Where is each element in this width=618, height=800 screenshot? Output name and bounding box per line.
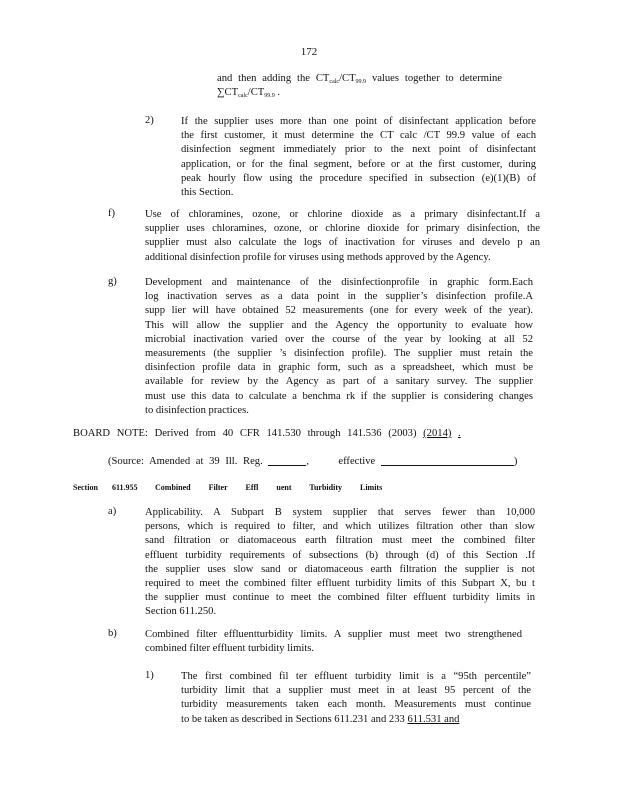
- item-g-line: log inactivation serves as a data point in the supplier’s disinfection profile.A: [145, 291, 533, 303]
- item-2-label: 2): [145, 115, 154, 126]
- register-page-blank: [268, 455, 306, 466]
- item-a-line: required to meet the combined filter effluent turbidity limits of this Subpart X, bu t: [145, 577, 535, 589]
- source-text: ,: [306, 456, 310, 467]
- section-number: 611.955: [112, 483, 138, 492]
- item-b1-label: 1): [145, 670, 154, 681]
- item-a-label: a): [108, 506, 117, 517]
- source-note: [108, 455, 517, 467]
- item-b1-line: The first combined fil ter effluent turbidity limit is a “95th percentile”: [181, 671, 531, 682]
- subscript: 99.9: [264, 93, 275, 100]
- item2-line: the first customer, it must determine the CT calc /CT 99.9 value of each: [181, 130, 536, 142]
- board-note-end: .: [458, 428, 461, 439]
- item2-line: disinfection segment immediately prior to the next point of disinfectant: [181, 144, 536, 156]
- page-number: 172: [300, 46, 318, 58]
- item-a-line: Applicability. A Subpart B system supplier that serves fewer than 10,000: [145, 507, 535, 518]
- intro-paragraph: [217, 72, 502, 100]
- item-a-line: the supplier must continue to meet the combined filter effluent turbidity limits in: [145, 592, 535, 604]
- section-title: Combined Filter Effl uent Turbidity Limits: [155, 483, 383, 492]
- source-text: ): [513, 456, 518, 467]
- section-label: Section: [73, 483, 98, 492]
- intro-text: values together to determine: [371, 73, 502, 84]
- item-g-line: available for review by the Agency as part of a sanitary survey. The supplier: [145, 376, 533, 388]
- item-a-line: sand filtration or diatomaceous earth filtration must meet the combined filter: [145, 535, 535, 547]
- board-note-amended-year: (2014): [423, 428, 452, 439]
- item-2-paragraph: [181, 115, 536, 200]
- item-b1-line: turbidity measurements taken each month. Measurements must continue: [181, 699, 531, 711]
- item-a-paragraph: [145, 506, 535, 620]
- item-f-line: supplier uses chloramines, ozone, or chlorine dioxide for primary disinfection, the: [145, 223, 540, 235]
- sum-expression: /CT: [247, 87, 265, 99]
- item-b-line: combined filter effluent turbidity limits.: [145, 643, 314, 655]
- subscript: calc: [238, 93, 248, 100]
- item-a-line: the supplier uses slow sand or diatomaceous earth filtration the supplier is not: [145, 563, 535, 575]
- item-g-line: disinfection profile data in graphic form, such as a spreadsheet, which must be: [145, 362, 533, 374]
- item-b-paragraph: [145, 628, 522, 656]
- item-a-line: effluent turbidity requirements of subsections (b) through (d) of this Section .If: [145, 549, 535, 561]
- item-b-line: Combined filter effluentturbidity limits. A supplier must meet two strengthened: [145, 629, 522, 640]
- source-text: (Source: Amended at 39 Ill. Reg.: [108, 456, 263, 467]
- item-a-line: Section 611.250.: [145, 606, 217, 618]
- item2-line: this Section.: [181, 186, 234, 198]
- item-g-label: g): [108, 276, 117, 287]
- item-g-line: supp lier will have obtained 52 measurements (one for every week of the year).: [145, 305, 533, 317]
- item-f-line: supplier must also calculate the logs of inactivation for viruses and develo p an: [145, 237, 540, 249]
- item2-line: application, or for the final segment, before or at the first customer, during: [181, 158, 536, 170]
- subscript: 99.9: [355, 79, 367, 85]
- sum-expression: .: [277, 87, 281, 99]
- source-text: effective: [338, 456, 376, 467]
- effective-date-blank: [381, 455, 514, 466]
- item-f-label: f): [108, 208, 116, 219]
- sum-expression: ∑CT: [217, 87, 239, 99]
- item-b1-last-text: to be taken as described in Sections 611.231 and 233: [181, 713, 405, 725]
- item-g-paragraph: [145, 276, 533, 418]
- item-f-line: additional disinfection profile for viruses using methods approved by the Agency.: [145, 251, 491, 263]
- item-g-line: must use this data to calculate a benchma rk if the supplier is considering changes: [145, 390, 533, 402]
- item-b1-paragraph: [181, 670, 531, 727]
- item-b1-line: turbidity limit that a supplier must meet in at least 95 percent of the: [181, 685, 531, 697]
- item-b1-amended-text: 611.531 and: [407, 713, 460, 725]
- subscript: calc: [329, 79, 340, 85]
- item-g-line: to disinfection practices.: [145, 404, 249, 416]
- intro-text: /CT: [339, 73, 356, 84]
- board-note-text: BOARD NOTE: Derived from 40 CFR 141.530 through 141.536 (2003): [73, 428, 417, 439]
- item2-line: If the supplier uses more than one point of disinfectant application before: [181, 116, 536, 127]
- item2-line: peak hourly flow using the procedure specified in subsection (e)(1)(B) of: [181, 172, 536, 184]
- board-note: [73, 428, 461, 439]
- item-f-line: Use of chloramines, ozone, or chlorine dioxide as a primary disinfectant.If a: [145, 209, 540, 220]
- item-g-line: microbial inactivation varied over the course of the year by looking at all 52: [145, 333, 533, 345]
- item-g-line: measurements (the supplier ’s disinfection profile). The supplier must retain the: [145, 347, 533, 359]
- item-g-line: This will allow the supplier and the Agency the opportunity to evaluate how: [145, 319, 533, 331]
- intro-text: and then adding the CT: [217, 73, 330, 84]
- item-b-label: b): [108, 628, 117, 639]
- item-a-line: persons, which is required to filter, and which utilizes filtration other than slow: [145, 521, 535, 533]
- item-g-line: Development and maintenance of the disinfectionprofile in graphic form.Each: [145, 277, 533, 288]
- item-f-paragraph: [145, 208, 540, 265]
